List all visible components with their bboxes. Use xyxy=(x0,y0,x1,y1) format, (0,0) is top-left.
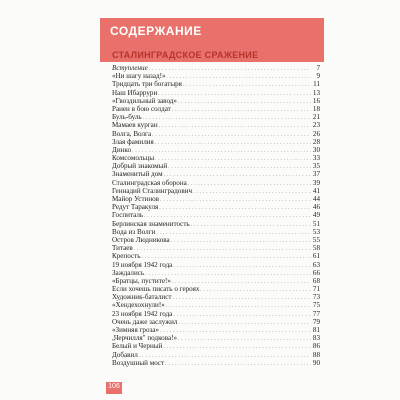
toc-entry-title: Добавил xyxy=(112,350,138,359)
toc-entry-page: 21 xyxy=(312,113,320,122)
toc-entry-page: 77 xyxy=(312,309,320,318)
toc-entry-title: Редут Таракуля xyxy=(112,203,159,212)
toc-entry xyxy=(112,72,320,80)
toc-entry-title: Добрый знакомый xyxy=(112,162,168,171)
toc-entry-page: 16 xyxy=(312,96,320,105)
toc-entry-title: Если хочешь писать о героях xyxy=(112,285,200,294)
toc-entry-title: Наш Ибаррури xyxy=(112,88,158,97)
toc-entry-title: Заждались xyxy=(112,268,145,277)
toc-entry-title: Воздушный мост xyxy=(112,358,165,367)
toc-entry-page: 9 xyxy=(316,72,320,81)
toc-entry xyxy=(112,162,320,170)
toc-entry-title: 19 ноября 1942 года xyxy=(112,260,173,269)
page-title: СОДЕРЖАНИЕ xyxy=(110,24,202,38)
toc-entry-page: 26 xyxy=(312,129,320,138)
toc-entry-title: 23 ноября 1942 года xyxy=(112,309,173,318)
toc-entry-page: 79 xyxy=(312,317,320,326)
toc-entry-title: Знаменитый дом xyxy=(112,170,163,179)
toc-entry xyxy=(112,334,320,342)
toc-entry-title: Комсомольцы xyxy=(112,154,155,163)
toc-entry-title: Сталинградская оборона xyxy=(112,178,187,187)
toc-entry-title: Геннадий Сталинградович xyxy=(112,186,193,195)
table-of-contents xyxy=(112,64,320,367)
toc-entry-page: 71 xyxy=(312,285,320,294)
toc-entry xyxy=(112,195,320,203)
toc-entry xyxy=(112,105,320,113)
toc-entry-page: 63 xyxy=(312,260,320,269)
toc-entry-title: Белый и Черный xyxy=(112,342,163,351)
toc-entry xyxy=(112,203,320,211)
toc-entry-page: 61 xyxy=(312,252,320,261)
toc-entry-page: 49 xyxy=(312,211,320,220)
toc-entry-title: Ранен в бою солдат xyxy=(112,104,171,113)
toc-entry-page: 37 xyxy=(312,170,320,179)
toc-entry-title: Титаев xyxy=(112,244,133,253)
toc-entry-title: Крепость xyxy=(112,252,141,261)
toc-entry-title: Остров Людникова xyxy=(112,235,170,244)
toc-entry-page: 55 xyxy=(312,235,320,244)
toc-entry xyxy=(112,146,320,154)
toc-entry xyxy=(112,121,320,129)
toc-entry-title: «Братцы, пустите!» xyxy=(112,276,171,285)
toc-entry xyxy=(112,179,320,187)
toc-entry xyxy=(112,318,320,326)
toc-entry-page: 23 xyxy=(312,121,320,130)
toc-entry-page: 11 xyxy=(313,80,320,89)
toc-entry-page: 30 xyxy=(312,145,320,154)
toc-entry xyxy=(112,342,320,350)
toc-entry xyxy=(112,97,320,105)
toc-entry-title: Буль-буль xyxy=(112,113,142,122)
toc-entry-page: 53 xyxy=(312,227,320,236)
toc-entry-page: 46 xyxy=(312,203,320,212)
toc-entry-page: 68 xyxy=(312,276,320,285)
toc-entry-page: 66 xyxy=(312,268,320,277)
toc-entry-title: «Зимняя гроза» xyxy=(112,326,159,334)
toc-entry xyxy=(112,187,320,195)
toc-entry-page: 41 xyxy=(312,186,320,195)
toc-entry-page: 18 xyxy=(312,104,320,113)
toc-entry-page: 83 xyxy=(312,334,320,343)
toc-entry-title: Очень даже заслужил xyxy=(112,317,178,326)
toc-entry xyxy=(112,310,320,318)
toc-entry-page: 44 xyxy=(312,195,320,203)
page-number: 106 xyxy=(108,383,120,390)
toc-entry xyxy=(112,351,320,359)
toc-entry-page: 39 xyxy=(312,178,320,187)
toc-entry xyxy=(112,154,320,162)
toc-entry-title: «Хендехохнули!» xyxy=(112,301,165,310)
toc-entry xyxy=(112,138,320,146)
toc-entry xyxy=(112,130,320,138)
toc-entry-title: Майор Устинов xyxy=(112,195,160,203)
toc-entry xyxy=(112,293,320,301)
toc-entry xyxy=(112,285,320,293)
toc-entry xyxy=(112,269,320,277)
toc-entry-title: Вода из Волги xyxy=(112,227,156,236)
toc-entry xyxy=(112,211,320,219)
toc-entry xyxy=(112,244,320,252)
toc-entry xyxy=(112,277,320,285)
toc-entry-title: Динко xyxy=(112,145,132,154)
toc-entry-page: 51 xyxy=(312,219,320,228)
section-title: СТАЛИНГРАДСКОЕ СРАЖЕНИЕ xyxy=(112,50,259,60)
toc-entry-page: 35 xyxy=(312,162,320,171)
toc-entry xyxy=(112,301,320,309)
toc-entry-page: 33 xyxy=(312,154,320,163)
toc-entry-page: 75 xyxy=(312,301,320,310)
toc-entry xyxy=(112,228,320,236)
toc-entry xyxy=(112,113,320,121)
toc-entry-page: 58 xyxy=(312,244,320,253)
toc-entry-page: 81 xyxy=(312,326,320,334)
toc-entry-page: 90 xyxy=(312,358,320,367)
toc-entry-title: „Черчилля" подкова!» xyxy=(112,334,178,343)
toc-entry xyxy=(112,170,320,178)
toc-entry-page: 88 xyxy=(312,350,320,359)
toc-entry xyxy=(112,326,320,334)
toc-entry-title: Художник-баталист xyxy=(112,293,172,302)
toc-entry xyxy=(112,64,320,72)
toc-entry-title: Тридцать три богатыря xyxy=(112,80,182,89)
toc-entry-title: «Гвоздильный завод» xyxy=(112,96,177,105)
toc-entry-page: 73 xyxy=(312,293,320,302)
toc-entry-title: Волга, Волга xyxy=(112,129,152,138)
toc-entry-page: 86 xyxy=(312,342,320,351)
toc-entry-title: Вступление xyxy=(112,64,148,72)
toc-entry-title: «Ни шагу назад!» xyxy=(112,72,166,81)
toc-entry-title: Госпиталь xyxy=(112,211,144,220)
toc-entry xyxy=(112,359,320,367)
toc-leader-dots xyxy=(165,359,311,369)
toc-entry-page: 7 xyxy=(316,64,320,72)
toc-entry-page: 13 xyxy=(312,88,320,97)
toc-entry-title: Злая фамилия xyxy=(112,137,154,146)
toc-entry xyxy=(112,80,320,88)
toc-entry-page: 28 xyxy=(312,137,320,146)
toc-entry-title: Берлинская знаменитость xyxy=(112,219,190,228)
toc-entry xyxy=(112,236,320,244)
toc-entry xyxy=(112,261,320,269)
toc-entry-title: Мамаев курган xyxy=(112,121,158,130)
toc-entry xyxy=(112,89,320,97)
toc-entry xyxy=(112,252,320,260)
toc-entry xyxy=(112,220,320,228)
